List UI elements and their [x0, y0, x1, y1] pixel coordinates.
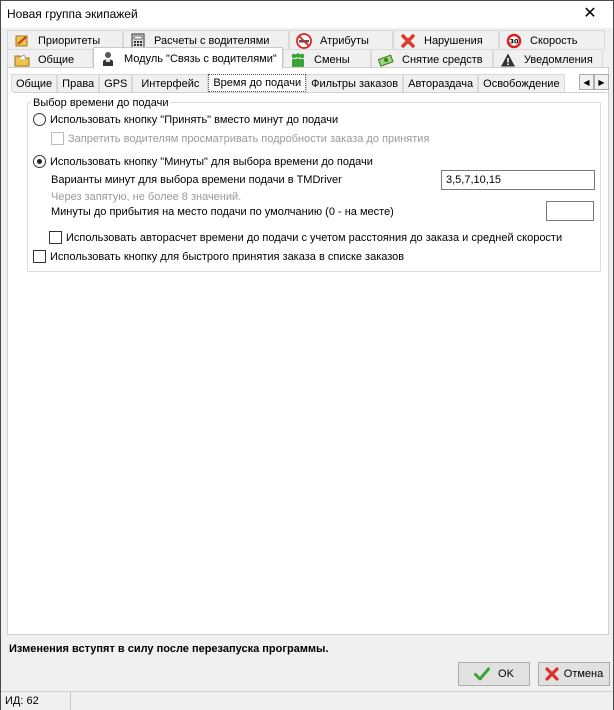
radio-accept[interactable]: [33, 113, 46, 126]
tab-label: Смены: [314, 53, 350, 66]
subtab-general[interactable]: Общие: [11, 74, 57, 92]
variants-label: Варианты минут для выбора времени подачи в TMDriver: [51, 174, 342, 186]
arrow-left-icon: ◀: [583, 77, 590, 87]
tab-general[interactable]: [7, 49, 93, 69]
checkbox-autocalc[interactable]: [49, 231, 62, 244]
tab-label: Нарушения: [424, 34, 483, 47]
people-icon: [290, 52, 306, 68]
restart-notice: Изменения вступят в силу после перезапуска программы.: [9, 643, 329, 655]
tab-label: Общие: [38, 53, 75, 66]
tab-withdrawals[interactable]: [371, 49, 493, 69]
driver-icon: [100, 51, 116, 67]
subtab-row: [11, 74, 565, 92]
tab-shifts[interactable]: [283, 49, 371, 69]
close-button[interactable]: ✕: [583, 5, 597, 22]
window-title: Новая группа экипажей: [7, 7, 138, 21]
subtab-interface[interactable]: Интерфейс: [132, 74, 208, 92]
checkbox-autocalc-label: Использовать авторасчет времени до подачи с учетом расстояния до заказа и средней скорости: [66, 231, 563, 244]
group-title: Выбор времени до подачи: [33, 97, 169, 109]
tab-notifications[interactable]: [493, 49, 603, 69]
money-icon: [378, 52, 394, 68]
tab-driver-module[interactable]: [93, 47, 283, 69]
ok-button[interactable]: [458, 662, 530, 686]
tab-label: Снятие средств: [402, 53, 483, 66]
check-forbid-option[interactable]: [51, 132, 429, 145]
checkbox-forbid-label: Запретить водителям просматривать подробности заказа до принятия: [68, 132, 430, 145]
cancel-x-icon: [545, 667, 559, 681]
subtab-scroller: [579, 74, 609, 90]
tab-label: Скорость: [530, 34, 578, 47]
cancel-button[interactable]: [538, 662, 610, 686]
subtab-auto-distribution[interactable]: Автораздача: [403, 74, 478, 92]
svg-text:30: 30: [509, 37, 519, 45]
radio-accept-option[interactable]: [33, 113, 338, 126]
title-bar: [1, 1, 613, 28]
tab-label: Атрибуты: [320, 34, 369, 47]
status-id: ИД: 62: [1, 692, 71, 710]
subtab-time-to-pickup[interactable]: Время до подачи: [208, 74, 306, 92]
tab-row-bottom: [7, 49, 603, 69]
check-autocalc-option[interactable]: [49, 231, 562, 244]
variants-input[interactable]: 3,5,7,10,15: [441, 170, 595, 190]
checkbox-quick-accept-label: Использовать кнопку для быстрого принятия заказа в списке заказов: [50, 250, 405, 263]
scroll-left-button[interactable]: [579, 74, 594, 90]
check-quick-accept-option[interactable]: [33, 250, 404, 263]
warning-icon: [500, 52, 516, 68]
default-minutes-input[interactable]: [546, 201, 594, 221]
radio-minutes[interactable]: [33, 155, 46, 168]
ok-label: OK: [498, 668, 514, 680]
default-minutes-label: Минуты до прибытия на место подачи по умолчанию (0 - на месте): [51, 206, 394, 218]
scroll-right-button[interactable]: [594, 74, 609, 90]
subtab-rights[interactable]: Права: [57, 74, 99, 92]
radio-accept-label: Использовать кнопку "Принять" вместо минут до подачи: [50, 113, 339, 126]
tab-violations[interactable]: [393, 30, 499, 50]
subtab-order-filters[interactable]: Фильтры заказов: [306, 74, 403, 92]
no-smoking-icon: [296, 33, 312, 49]
red-x-icon: [400, 33, 416, 49]
checkbox-quick-accept[interactable]: [33, 250, 46, 263]
tab-label: Уведомления: [524, 53, 593, 66]
tab-speed[interactable]: [499, 30, 605, 50]
subtab-gps[interactable]: GPS: [99, 74, 132, 92]
check-icon: [474, 667, 490, 681]
radio-minutes-label: Использовать кнопку "Минуты" для выбора времени до подачи: [50, 155, 373, 168]
arrow-right-icon: ▶: [598, 77, 605, 87]
subtab-release[interactable]: Освобождение: [478, 74, 564, 92]
tab-attributes[interactable]: [289, 30, 393, 50]
cancel-label: Отмена: [563, 668, 604, 680]
speed-limit-icon: [506, 33, 522, 49]
priority-icon: [14, 33, 30, 49]
tab-label: Приоритеты: [38, 34, 101, 47]
checkbox-forbid[interactable]: [51, 132, 64, 145]
folder-icon: [14, 52, 30, 68]
variants-hint: Через запятую, не более 8 значений.: [51, 191, 242, 203]
tab-label: Модуль "Связь с водителями": [124, 52, 277, 65]
radio-minutes-option[interactable]: [33, 155, 373, 168]
tab-label: Расчеты с водителями: [154, 34, 270, 47]
status-bar: [1, 691, 613, 710]
